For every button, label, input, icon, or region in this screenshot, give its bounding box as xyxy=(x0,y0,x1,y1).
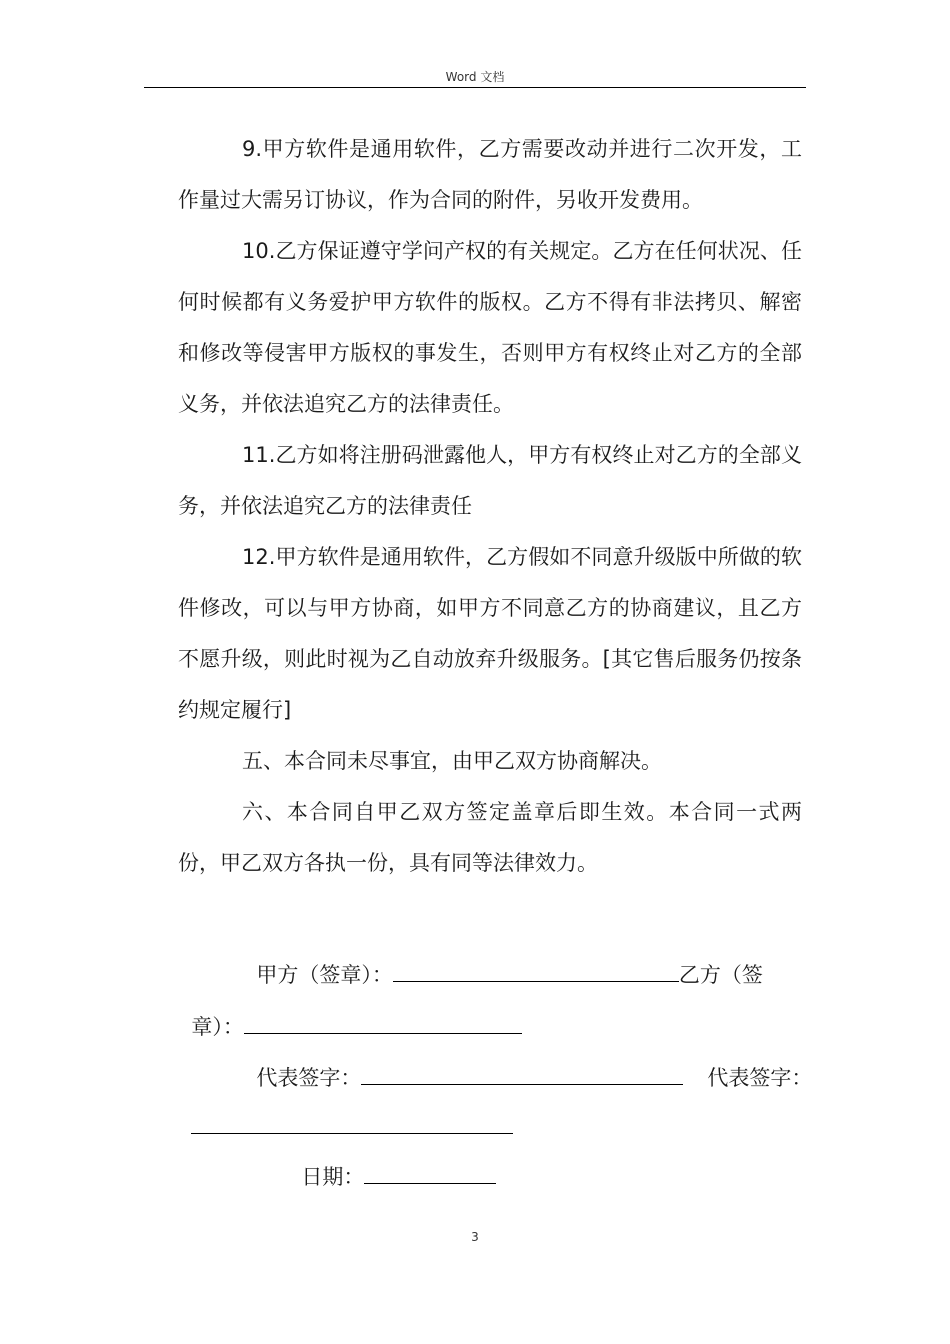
party-b-label-end: 章）： xyxy=(191,1015,244,1039)
clause-10: 10.乙方保证遵守学问产权的有关规定。乙方在任何状况、任何时候都有义务爱护甲方软件的版权。乙方不得有非法拷贝、解密和修改等侵害甲方版权的事发生，否则甲方有权终止对乙方的全部义务，并依法追究乙方的法律责任。 xyxy=(178,239,802,416)
page-header: Word 文档 xyxy=(445,70,505,84)
party-a-signature-line xyxy=(243,930,763,990)
clause-12: 12.甲方软件是通用软件，乙方假如不同意升级版中所做的软件修改，可以与甲方协商，如甲方不同意乙方的协商建议，且乙方不愿升级，则此时视为乙自动放弃升级服务。[其它售后服务仍按条约规定履行] xyxy=(178,545,802,722)
clause-five: 五、本合同未尽事宜，由甲乙双方协商解决。 xyxy=(242,749,662,773)
date-label: 日期： xyxy=(301,1165,365,1189)
clause-six: 六、本合同自甲乙双方签定盖章后即生效。本合同一式两份，甲乙双方各执一份，具有同等法律效力。 xyxy=(178,800,802,875)
party-a-label: 甲方（签章）： xyxy=(256,963,393,987)
party-b-blank[interactable] xyxy=(244,1015,522,1034)
rep-a-label: 代表签字： xyxy=(256,1066,362,1090)
header-divider xyxy=(144,87,806,88)
rep-b-label: 代表签字： xyxy=(707,1066,813,1090)
date-line xyxy=(288,1132,496,1192)
document-body xyxy=(178,124,802,889)
date-blank[interactable] xyxy=(364,1165,496,1184)
clause-9: 9.甲方软件是通用软件，乙方需要改动并进行二次开发，工作量过大需另订协议，作为合同的附件，另收开发费用。 xyxy=(178,137,802,212)
party-b-label-start: 乙方（签 xyxy=(678,963,763,987)
clause-11: 11.乙方如将注册码泄露他人，甲方有权终止对乙方的全部义务，并依法追究乙方的法律责任 xyxy=(178,443,802,518)
page-number: 3 xyxy=(471,1230,479,1244)
party-a-blank[interactable] xyxy=(393,963,679,982)
